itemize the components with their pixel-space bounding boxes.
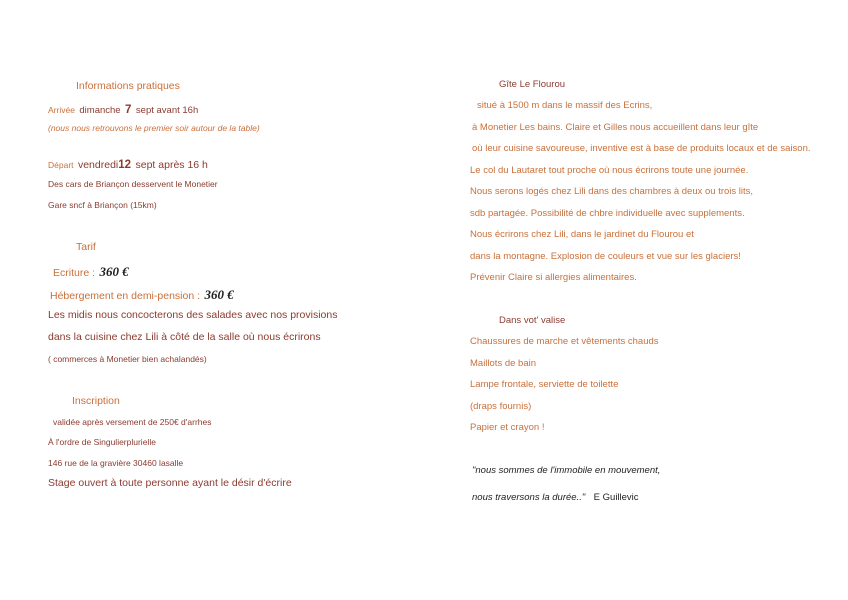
gite-line: Prévenir Claire si allergies alimentaires. bbox=[470, 272, 637, 283]
depart-num: 12 bbox=[118, 159, 132, 171]
valise-title: Dans vot' valise bbox=[499, 315, 566, 326]
midis-line-1: Les midis nous concocterons des salades avec nos provisions bbox=[48, 309, 338, 321]
quote-line-1: "nous sommes de l'immobile en mouvement, bbox=[472, 465, 661, 476]
hebergement-price: 360 € bbox=[204, 287, 234, 302]
quote-line-2 bbox=[472, 488, 639, 504]
gite-line: à Monetier Les bains. Claire et Gilles nous accueillent dans leur gîte bbox=[472, 122, 759, 133]
gare-line: Gare sncf à Briançon (15km) bbox=[48, 200, 157, 210]
valise-item: Papier et crayon ! bbox=[470, 422, 545, 433]
arrivee-num: 7 bbox=[125, 104, 132, 116]
valise-item: Chaussures de marche et vêtements chauds bbox=[470, 336, 659, 347]
adresse-line: 146 rue de la gravière 30460 lasalle bbox=[48, 458, 184, 468]
gite-line: Nous écrirons chez Lili, dans le jardinet du Flourou et bbox=[470, 229, 694, 240]
ecriture-label: Ecriture : bbox=[53, 267, 96, 279]
gite-line: situé à 1500 m dans le massif des Ecrins, bbox=[477, 100, 653, 111]
arrivee-label: Arrivée bbox=[48, 105, 75, 115]
arrivee-day: dimanche bbox=[79, 105, 121, 116]
depart-label: Départ bbox=[48, 160, 74, 170]
hebergement-label: Hébergement en demi-pension : bbox=[50, 290, 201, 302]
gite-line: où leur cuisine savoureuse, inventive est à base de produits locaux et de saison. bbox=[472, 143, 811, 154]
valise-item: Lampe frontale, serviette de toilette bbox=[470, 379, 619, 390]
hebergement-line bbox=[50, 287, 234, 303]
stage-line: Stage ouvert à toute personne ayant le désir d'écrire bbox=[48, 477, 292, 489]
depart-day: vendredi bbox=[77, 159, 119, 171]
cars-line: Des cars de Briançon desservent le Monetier bbox=[48, 179, 218, 189]
gite-line: sdb partagée. Possibilité de chbre individuelle avec supplements. bbox=[470, 208, 745, 219]
info-title: Informations pratiques bbox=[76, 80, 180, 92]
tarif-title: Tarif bbox=[76, 241, 96, 253]
arrivee-rest: sept avant 16h bbox=[135, 105, 199, 116]
arrivee-note: (nous nous retrouvons le premier soir autour de la table) bbox=[48, 123, 260, 133]
ordre-line: À l'ordre de Singulierplurielle bbox=[48, 437, 156, 447]
validee-line: validée après versement de 250€ d'arrhes bbox=[53, 417, 212, 427]
commerces-line: ( commerces à Monetier bien achalandés) bbox=[48, 354, 207, 364]
depart-line bbox=[48, 156, 208, 172]
arrivee-line bbox=[48, 101, 198, 117]
gite-line: Le col du Lautaret tout proche où nous écrirons toute une journée. bbox=[470, 165, 749, 176]
gite-title: Gîte Le Flourou bbox=[499, 79, 566, 90]
valise-item: Maillots de bain bbox=[470, 358, 537, 369]
gite-line: Nous serons logés chez Lili dans des chambres à deux ou trois lits, bbox=[470, 186, 754, 197]
valise-item: (draps fournis) bbox=[470, 401, 532, 412]
depart-rest: sept après 16 h bbox=[135, 159, 208, 171]
quote-text-2: nous traversons la durée.." bbox=[472, 492, 586, 503]
inscription-title: Inscription bbox=[72, 395, 120, 407]
quote-author: E Guillevic bbox=[593, 492, 639, 503]
ecriture-line bbox=[53, 264, 129, 280]
gite-line: dans la montagne. Explosion de couleurs et vue sur les glaciers! bbox=[470, 251, 741, 262]
midis-line-2: dans la cuisine chez Lili à côté de la salle où nous écrirons bbox=[48, 331, 321, 343]
ecriture-price: 360 € bbox=[99, 264, 129, 279]
